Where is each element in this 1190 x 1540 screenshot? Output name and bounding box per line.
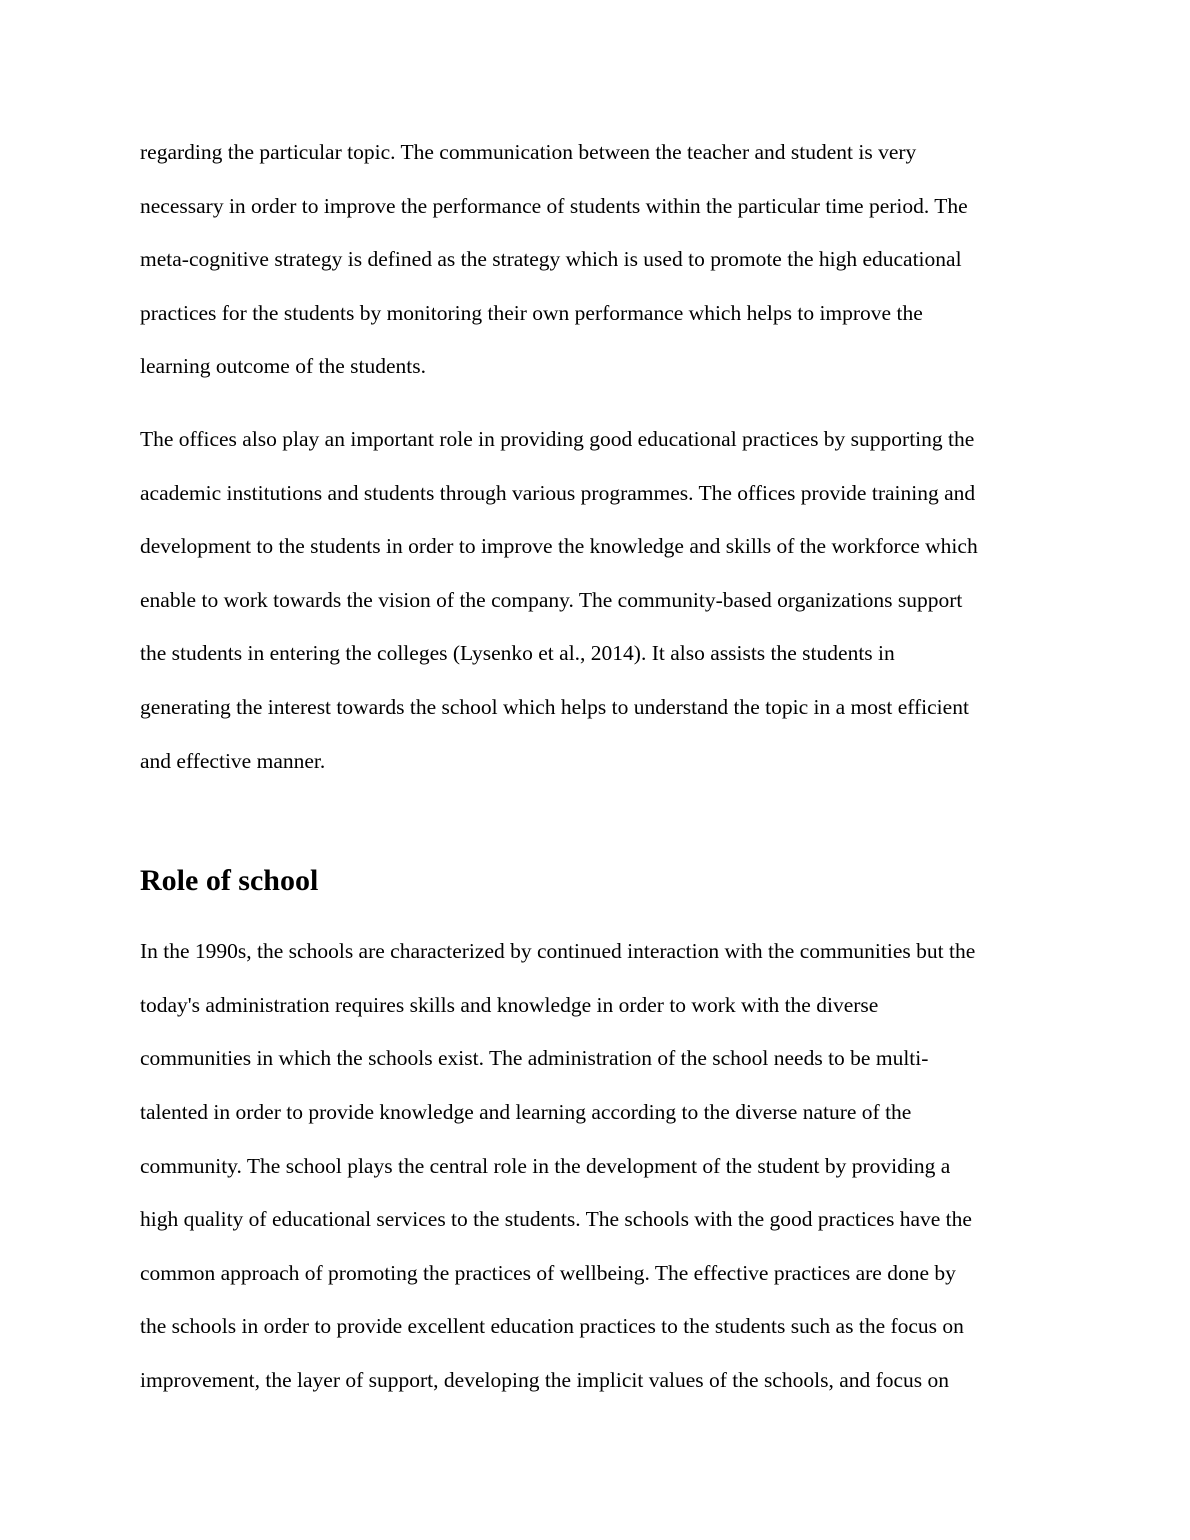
paragraph-1: [140, 126, 1060, 394]
text-line: generating the interest towards the school which helps to understand the topic in a most efficient: [140, 694, 969, 719]
text-line: high quality of educational services to the students. The schools with the good practices have the: [140, 1207, 972, 1232]
text-line: meta-cognitive strategy is defined as the strategy which is used to promote the high educational: [140, 247, 962, 272]
text-line: the schools in order to provide excellent education practices to the students such as the focus on: [140, 1314, 964, 1339]
text-line: academic institutions and students through various programmes. The offices provide training and: [140, 480, 976, 505]
text-line: enable to work towards the vision of the company. The community-based organizations support: [140, 587, 963, 612]
text-line: learning outcome of the students.: [140, 354, 426, 379]
document-body: [140, 126, 1060, 1407]
text-line: The offices also play an important role in providing good educational practices by supporting the: [140, 426, 975, 451]
text-line: and effective manner.: [140, 748, 326, 773]
text-line: development to the students in order to improve the knowledge and skills of the workforce which: [140, 534, 978, 559]
text-line: regarding the particular topic. The communication between the teacher and student is very: [140, 140, 917, 164]
text-line: practices for the students by monitoring their own performance which helps to improve the: [140, 300, 923, 325]
text-line: talented in order to provide knowledge and learning according to the diverse nature of the: [140, 1099, 912, 1124]
section-heading: Role of school: [140, 864, 319, 898]
text-line: In the 1990s, the schools are characterized by continued interaction with the communities but the: [140, 939, 976, 964]
text-line: community. The school plays the central role in the development of the student by providing a: [140, 1153, 951, 1178]
text-line: necessary in order to improve the performance of students within the particular time period. The: [140, 193, 968, 218]
text-line: communities in which the schools exist. The administration of the school needs to be multi-: [140, 1046, 929, 1071]
text-line: improvement, the layer of support, developing the implicit values of the schools, and focus on: [140, 1367, 950, 1392]
text-line: common approach of promoting the practices of wellbeing. The effective practices are done by: [140, 1260, 956, 1285]
paragraph-3: [140, 925, 1060, 1407]
paragraph-2: [140, 413, 1060, 788]
text-line: the students in entering the colleges (Lysenko et al., 2014). It also assists the students in: [140, 641, 895, 666]
text-line: today's administration requires skills and knowledge in order to work with the diverse: [140, 992, 879, 1017]
